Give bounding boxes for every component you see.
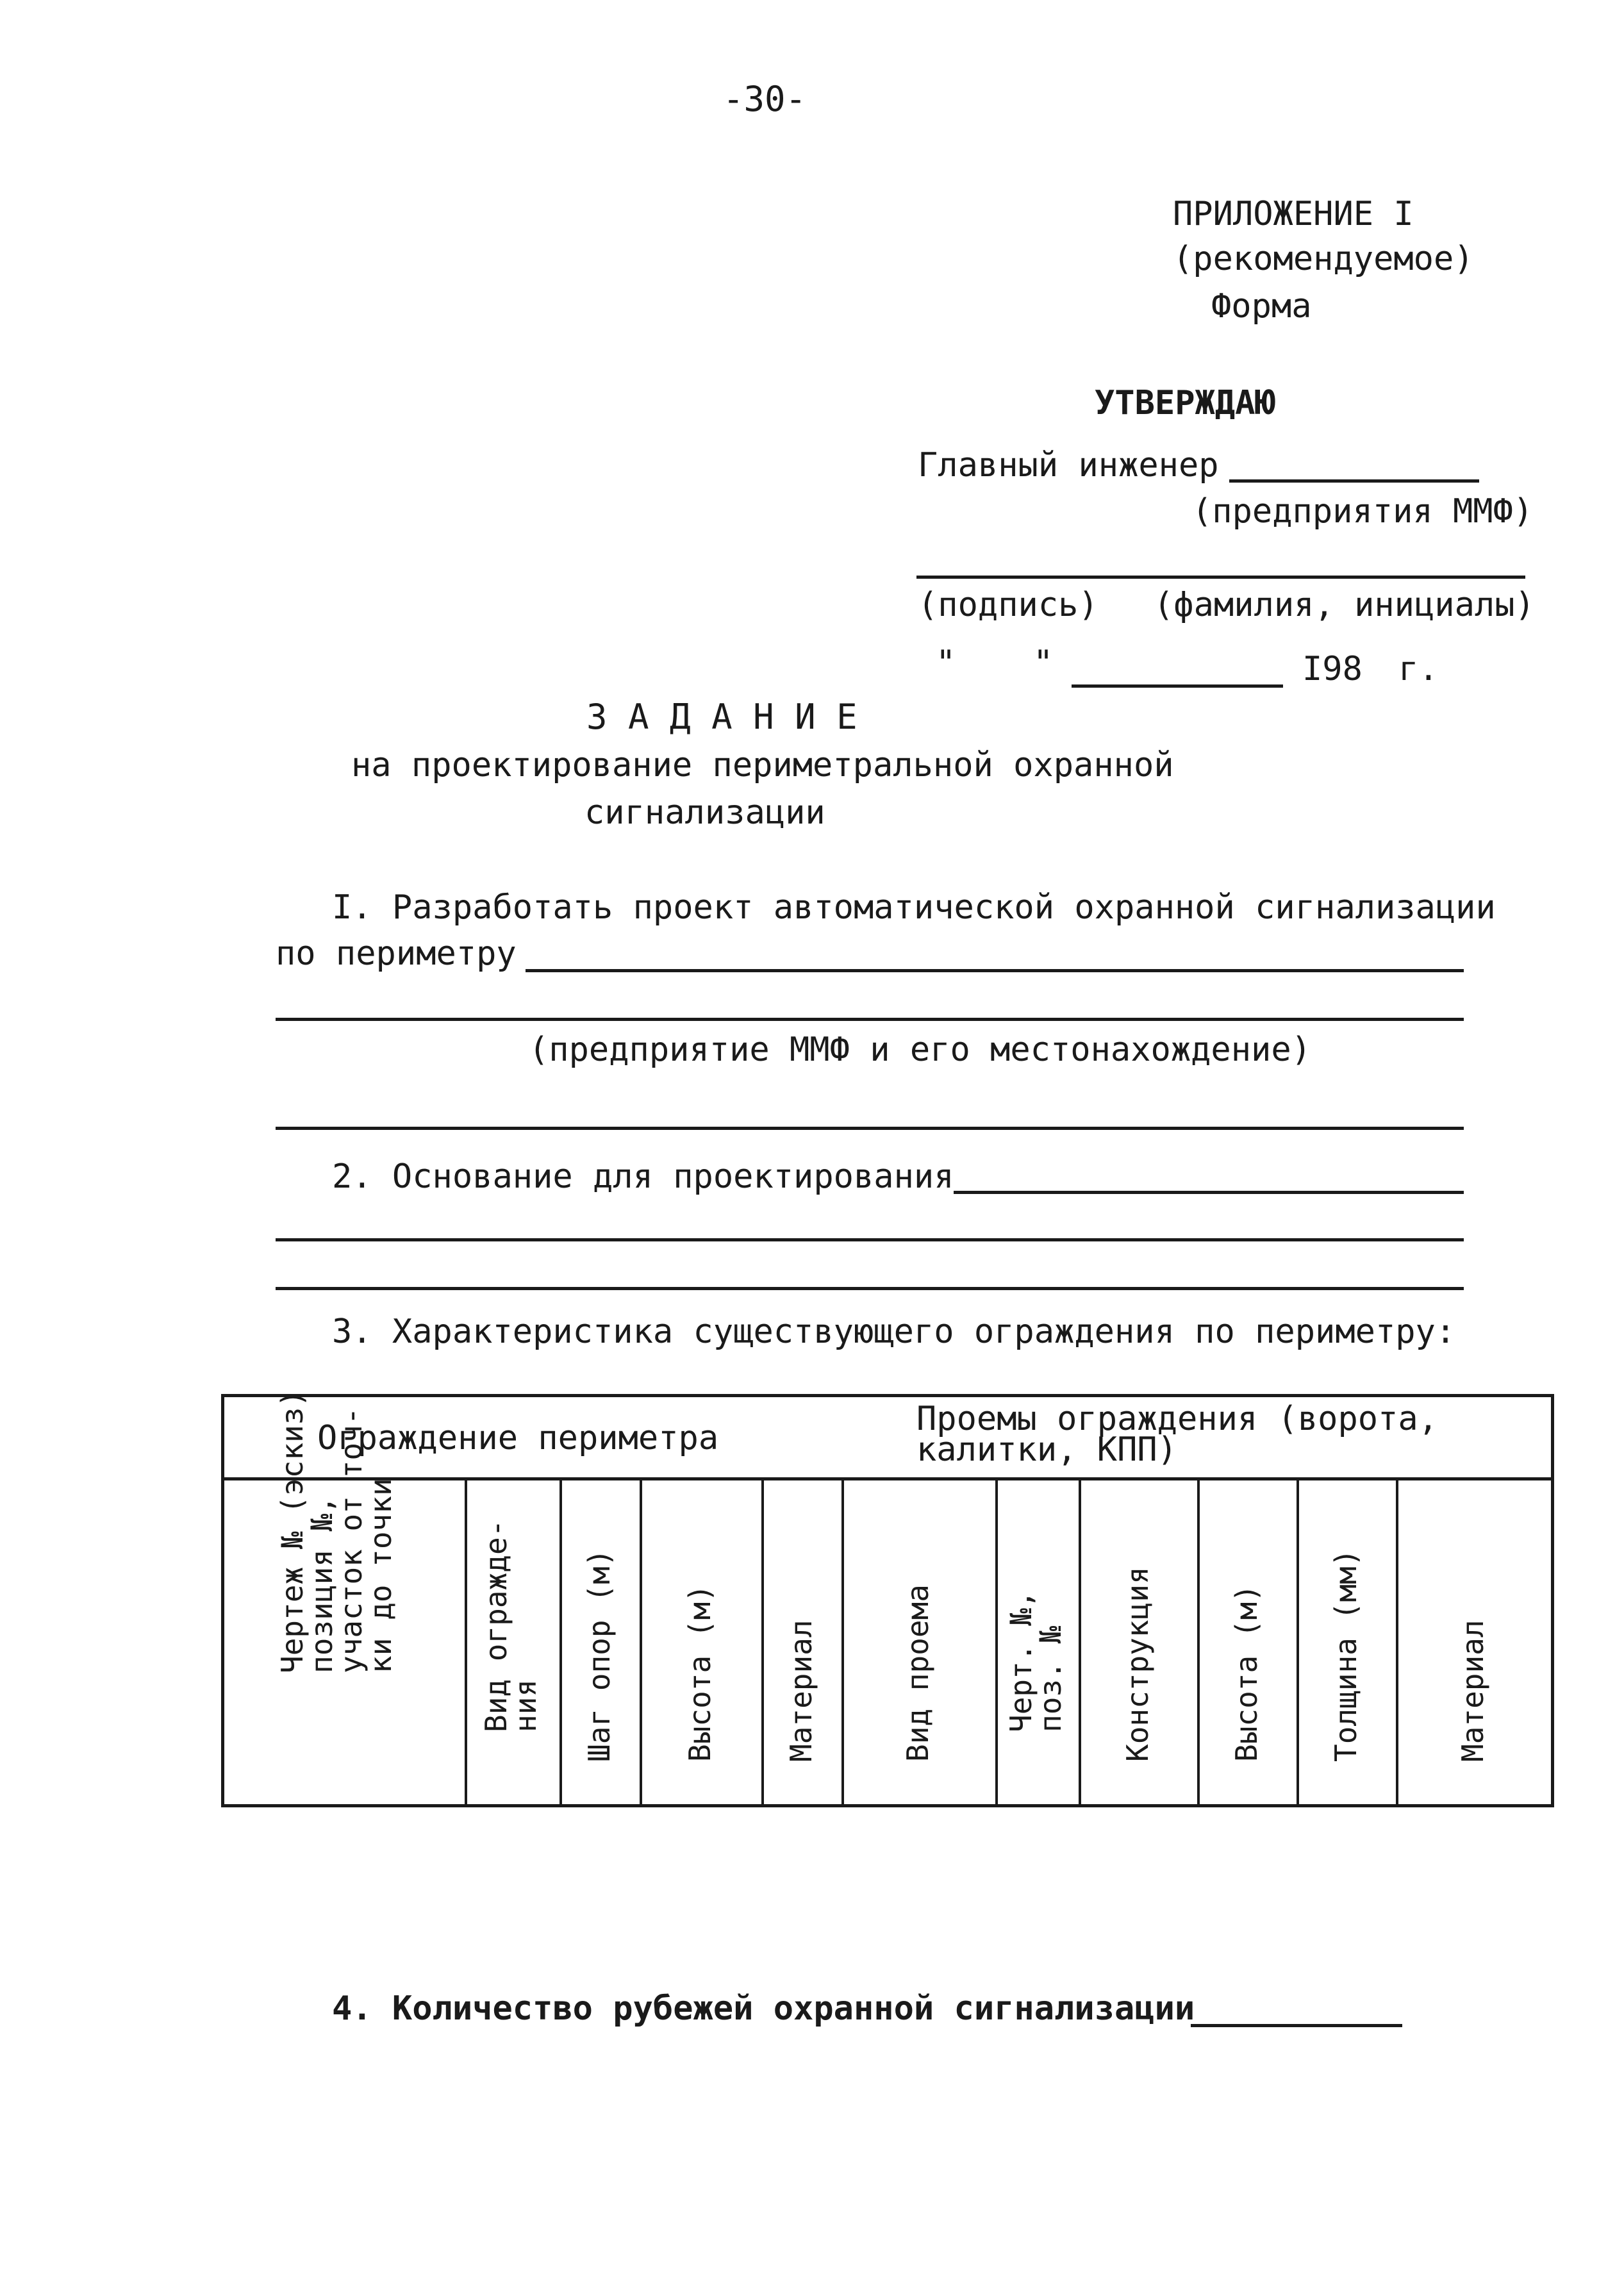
col-thickness <box>1297 1480 1396 1804</box>
item3-label: 3. Характеристика существующего ограждения по периметру: <box>332 1313 1456 1351</box>
item1-hint: (предприятие ММФ и его местонахождение) <box>529 1031 1311 1069</box>
table-group-openings-line2: калитки, КПП) <box>916 1430 1177 1469</box>
document-subtitle-line2: сигнализации <box>584 793 825 832</box>
position-signature-line[interactable] <box>1229 479 1479 483</box>
col-construction <box>1079 1480 1197 1804</box>
col-opening-type <box>841 1480 995 1804</box>
date-line[interactable] <box>1072 684 1283 688</box>
item4-field-line[interactable] <box>1191 2024 1402 2027</box>
position-label: Главный инженер <box>918 446 1219 485</box>
item2-field-line1[interactable] <box>954 1191 1464 1194</box>
col-opening-height-header: Высота (м) <box>1229 1584 1264 1762</box>
col-opening-drawing <box>995 1480 1079 1804</box>
item2-field-line3[interactable] <box>276 1287 1464 1290</box>
table-group-fence: Ограждение периметра <box>317 1419 719 1457</box>
item1-field-line1[interactable] <box>526 969 1464 972</box>
col-opening-material-header: Материал <box>1455 1620 1490 1762</box>
col-construction-header: Конструкция <box>1120 1566 1155 1762</box>
signature-line[interactable] <box>916 576 1525 579</box>
date-quote-open: " <box>936 643 956 682</box>
item2-label: 2. Основание для проектирования <box>332 1157 954 1196</box>
appendix-kind: Форма <box>1211 287 1312 326</box>
col-fence-material <box>761 1480 841 1804</box>
item1-line1: I. Разработать проект автоматической охранной сигнализации <box>332 888 1496 927</box>
col-opening-type-header: Вид проема <box>900 1584 935 1762</box>
col-fence-height <box>640 1480 761 1804</box>
item1-line2: по периметру <box>276 934 517 973</box>
table-group-openings-line1: Проемы ограждения (ворота, <box>916 1400 1438 1438</box>
item2-field-line2[interactable] <box>276 1238 1464 1241</box>
item4-label: 4. Количество рубежей охранной сигнализации <box>332 1989 1195 2028</box>
col-opening-drawing-header: Черт. №, поз. № <box>1004 1590 1068 1732</box>
page-number: -30- <box>723 79 807 119</box>
appendix-title: ПРИЛОЖЕНИЕ I <box>1173 195 1414 233</box>
col-drawing-header: Чертеж № (эскиз) позиция №, участок от точ- ки до точки <box>274 1389 398 1673</box>
document-subtitle-line1: на проектирование периметральной охранной <box>351 746 1174 784</box>
col-support-step <box>559 1480 640 1804</box>
col-thickness-header: Толщина (мм) <box>1328 1548 1363 1762</box>
col-opening-material <box>1396 1480 1551 1804</box>
year-label: I98 <box>1302 650 1363 688</box>
col-drawing <box>224 1389 465 1804</box>
approve-label: УТВЕРЖДАЮ <box>1095 384 1275 422</box>
item1-field-line3[interactable] <box>276 1127 1464 1130</box>
col-fence-height-header: Высота (м) <box>683 1584 717 1762</box>
appendix-status: (рекомендуемое) <box>1173 240 1474 278</box>
year-suffix: г. <box>1398 650 1439 688</box>
enterprise-hint: (предприятия ММФ) <box>1192 492 1534 531</box>
col-fence-material-header: Материал <box>783 1620 818 1762</box>
name-hint: (фамилия, инициалы) <box>1154 586 1535 624</box>
col-support-step-header: Шаг опор (м) <box>581 1548 617 1762</box>
item1-field-line2[interactable] <box>276 1018 1464 1021</box>
fence-table <box>221 1389 1554 1807</box>
col-fence-type <box>465 1480 559 1804</box>
signature-hint: (подпись) <box>918 586 1098 624</box>
document-title: З А Д А Н И Е <box>586 697 858 737</box>
col-opening-height <box>1197 1480 1297 1804</box>
col-fence-type-header: Вид огражде- ния <box>479 1519 543 1732</box>
date-quote-close: " <box>1033 643 1054 682</box>
